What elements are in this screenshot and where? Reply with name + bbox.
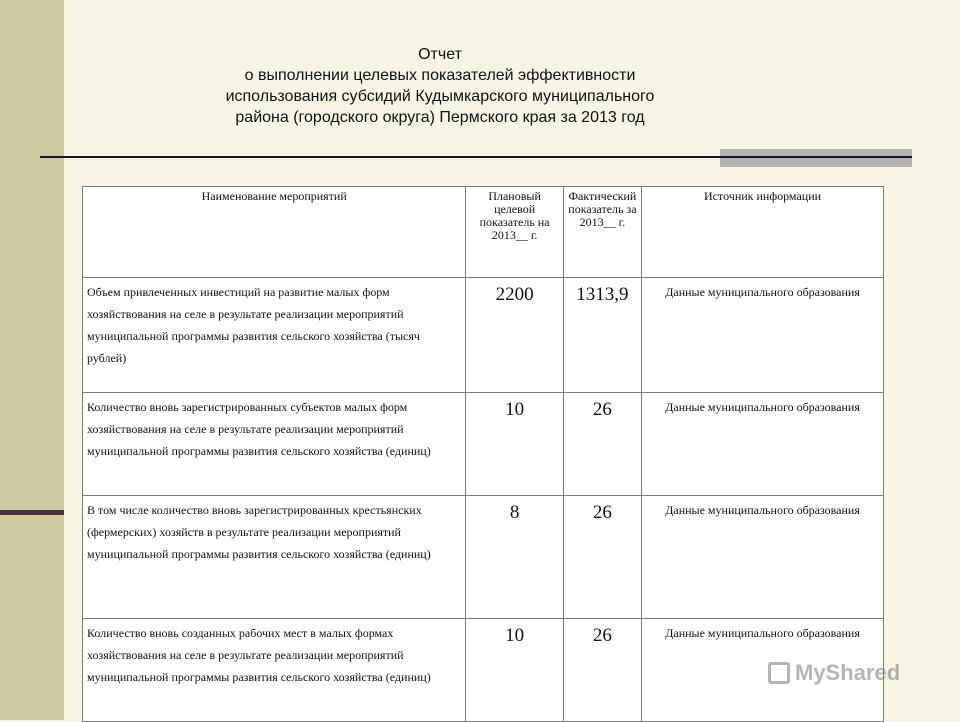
table-header-row xyxy=(83,187,884,278)
title-line: о выполнении целевых показателей эффективности xyxy=(244,67,636,84)
header-name: Наименование мероприятий xyxy=(83,187,466,278)
row-plan: 2200 xyxy=(466,278,563,393)
watermark xyxy=(768,660,900,686)
row-name: В том числе количество вновь зарегистрированных крестьянских (фермерских) хозяйств в результате реализации мероприятий муниципальной программы развития сельского хозяйства (единиц) xyxy=(83,496,466,619)
table-row xyxy=(83,619,884,722)
row-name: Количество вновь созданных рабочих мест в малых формах хозяйствования на селе в результате реализации мероприятий муниципальной программы развития сельского хозяйства (единиц) xyxy=(83,619,466,722)
table-row xyxy=(83,496,884,619)
row-fact: 26 xyxy=(563,393,641,496)
header-plan: Плановый целевой показатель на 2013__ г. xyxy=(466,187,563,278)
row-fact: 1313,9 xyxy=(563,278,641,393)
row-name: Количество вновь зарегистрированных субъектов малых форм хозяйствования на селе в результате реализации мероприятий муниципальной программы развития сельского хозяйства (единиц) xyxy=(83,393,466,496)
row-plan: 10 xyxy=(466,393,563,496)
row-plan: 10 xyxy=(466,619,563,722)
row-source: Данные муниципального образования xyxy=(642,619,884,722)
table-row xyxy=(83,393,884,496)
table-row xyxy=(83,278,884,393)
watermark-logo-icon xyxy=(768,662,790,684)
header-fact: Фактический показатель за 2013__ г. xyxy=(563,187,641,278)
left-decor-band xyxy=(0,0,64,720)
header-source: Источник информации xyxy=(642,187,884,278)
report-table xyxy=(82,186,884,722)
row-fact: 26 xyxy=(563,496,641,619)
title-line: Отчет xyxy=(418,46,462,63)
watermark-text: MyShared xyxy=(795,660,901,685)
row-source: Данные муниципального образования xyxy=(642,393,884,496)
title-divider-accent xyxy=(720,149,912,167)
row-name: Объем привлеченных инвестиций на развитие малых форм хозяйствования на селе в результате реализации мероприятий муниципальной программы развития сельского хозяйства (тысяч рублей) xyxy=(83,278,466,393)
row-plan: 8 xyxy=(466,496,563,619)
title-line: района (городского округа) Пермского края за 2013 год xyxy=(235,109,645,126)
row-fact: 26 xyxy=(563,619,641,722)
title-line: использования субсидий Кудымкарского муниципального xyxy=(225,88,655,105)
left-decor-mark xyxy=(0,510,64,515)
row-source: Данные муниципального образования xyxy=(642,496,884,619)
report-title xyxy=(170,44,710,128)
row-source: Данные муниципального образования xyxy=(642,278,884,393)
